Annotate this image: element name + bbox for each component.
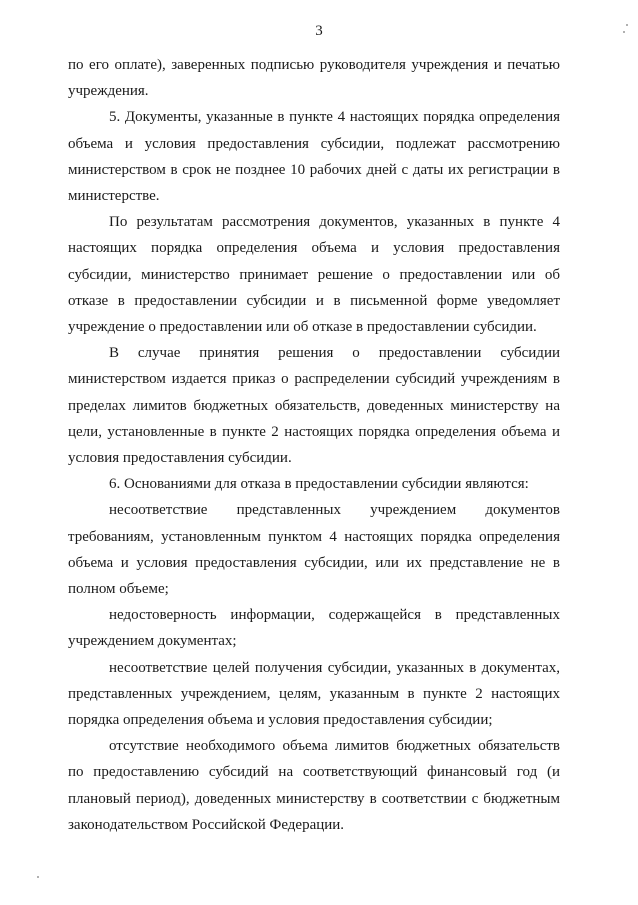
paragraph-refusal-ground-1: несоответствие представленных учреждением документов требованиям, установленным пунктом 4 настоящих порядка определения объема и условия предоставления субсидии, или их представление не в полном объеме; — [68, 502, 560, 598]
paragraph-refusal-ground-2: недостоверность информации, содержащейся в представленных учреждением документах; — [68, 607, 560, 650]
paragraph-item-6: 6. Основаниями для отказа в предоставлении субсидии являются: — [109, 476, 529, 493]
page-number: 3 — [315, 23, 323, 39]
scan-speck — [37, 876, 39, 878]
paragraph-continuation: по его оплате), заверенных подписью руководителя учреждения и печатью учреждения. — [68, 57, 560, 100]
scan-speck — [623, 31, 625, 33]
paragraph-item-5: 5. Документы, указанные в пункте 4 настоящих порядка определения объема и условия предоставления субсидии, подлежат рассмотрению министерством в срок не позднее 10 рабочих дней с даты их регистрации в министерстве. — [68, 109, 560, 205]
paragraph-refusal-ground-4: отсутствие необходимого объема лимитов бюджетных обязательств по предоставлению субсидий на соответствующий финансовый год (и плановый период), доведенных министерству в соответствии с бюджетным законодательством Российской Федерации. — [68, 738, 560, 833]
scan-speck — [626, 24, 628, 26]
document-body — [68, 52, 560, 838]
paragraph-review-results: По результатам рассмотрения документов, указанных в пункте 4 настоящих порядка определения объема и условия предоставления субсидии, министерство принимает решение о предоставлении или об отказе в предоставлении субсидии и в письменной форме уведомляет учреждение о предоставлении или об отказе в предоставлении субсидии. — [68, 214, 560, 336]
paragraph-refusal-ground-3: несоответствие целей получения субсидии, указанных в документах, представленных учреждением, целям, указанным в пункте 2 настоящих порядка определения объема и условия предоставления субсидии; — [68, 659, 560, 729]
paragraph-decision-order: В случае принятия решения о предоставлении субсидии министерством издается приказ о распределении субсидий учреждениям в пределах лимитов бюджетных обязательств, доведенных министерству на цели, установленные в пункте 2 настоящих порядка определения объема и условия предоставления субсидии. — [68, 345, 560, 467]
